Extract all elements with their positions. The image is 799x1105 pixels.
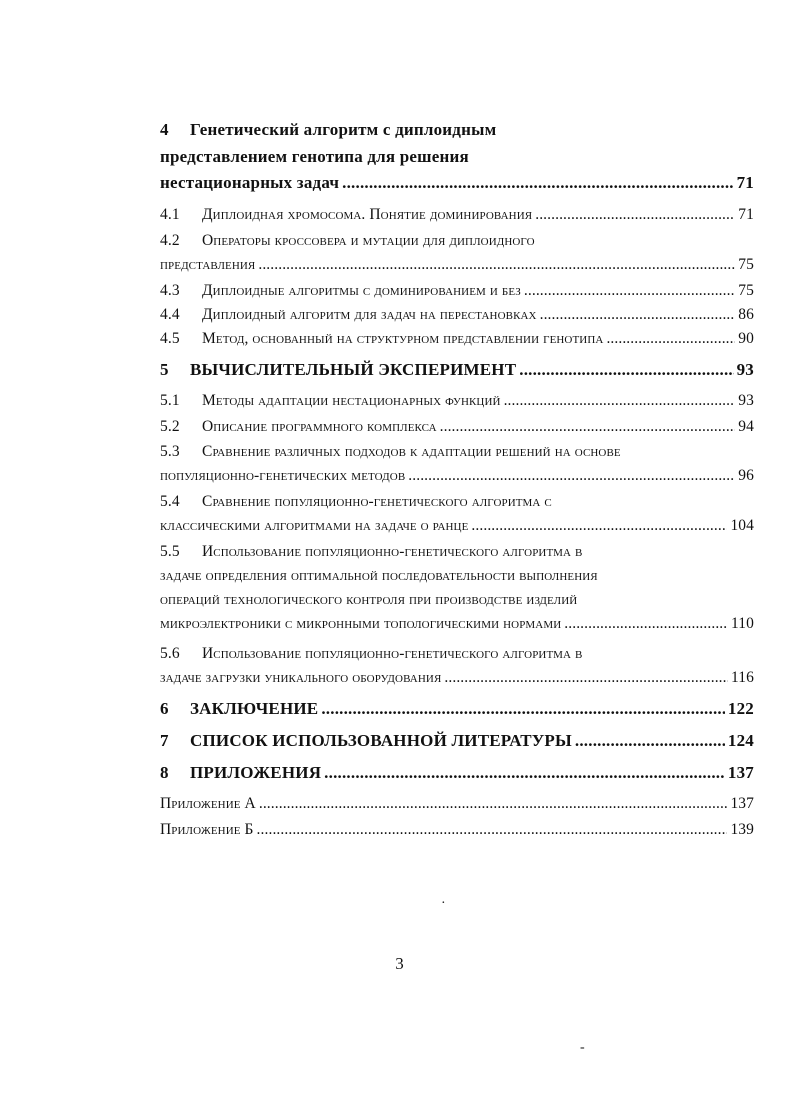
toc-page-number: 86: [738, 306, 754, 323]
toc-title: Приложение А: [160, 795, 256, 812]
toc-number: 6: [160, 699, 169, 718]
toc-title: классическими алгоритмами на задаче о ранце: [160, 517, 469, 534]
toc-title: Сравнение популяционно-генетического алгоритма с: [202, 493, 552, 510]
toc-title: популяционно-генетических методов: [160, 467, 406, 484]
dot-leader: [606, 330, 735, 348]
toc-page-number: 110: [731, 615, 754, 632]
toc-page-number: 139: [730, 821, 754, 838]
toc-page-number: 75: [738, 282, 754, 299]
toc-title: Операторы кроссовера и мутации для диплоидного: [202, 232, 535, 249]
toc-page-number: 116: [731, 669, 754, 686]
toc-page-number: 93: [736, 360, 754, 379]
toc-entry-5-1[interactable]: [160, 392, 754, 418]
toc-title: Использование популяционно-генетического алгоритма в: [202, 543, 583, 560]
toc-title: ВЫЧИСЛИТЕЛЬНЫЙ ЭКСПЕРИМЕНТ: [190, 360, 517, 379]
toc-entry-5-3[interactable]: [160, 443, 754, 493]
dot-leader: [471, 517, 727, 535]
dot-leader: [257, 821, 728, 839]
toc-entry-appendix-b[interactable]: [160, 821, 754, 847]
dot-leader: [524, 282, 735, 300]
toc-title: Диплоидная хромосома. Понятие доминирования: [202, 206, 533, 223]
toc-entry-4-4[interactable]: [160, 306, 754, 330]
toc-page-number: 75: [738, 256, 754, 273]
dot-leader: [321, 699, 725, 719]
toc-title: Диплоидный алгоритм для задач на перестановках: [202, 306, 537, 323]
toc-number: 7: [160, 731, 169, 750]
toc-title: операций технологического контроля при производстве изделий: [160, 591, 578, 608]
toc-entry-5-6[interactable]: [160, 645, 754, 699]
toc-page-number: 94: [738, 418, 754, 435]
toc-page-number: 93: [738, 392, 754, 409]
toc-page-number: 104: [730, 517, 754, 534]
toc-page-number: 137: [727, 763, 754, 782]
scan-speck: ·: [441, 896, 446, 911]
toc-title: Сравнение различных подходов к адаптации решений на основе: [202, 443, 621, 460]
toc-title: представления: [160, 256, 256, 273]
toc-entry-5-2[interactable]: [160, 418, 754, 443]
dot-leader: [259, 795, 728, 813]
toc-number: 4: [160, 120, 169, 139]
toc-title: Метод, основанный на структурном представлении генотипа: [202, 330, 604, 347]
dot-leader: [540, 306, 736, 324]
toc-title: Описание программного комплекса: [202, 418, 437, 435]
toc-entry-4-3[interactable]: [160, 282, 754, 306]
dot-leader: [504, 392, 736, 410]
table-of-contents: [160, 120, 754, 847]
toc-number: 8: [160, 763, 169, 782]
toc-entry-ch5[interactable]: [160, 360, 754, 392]
toc-page-number: 71: [738, 206, 754, 223]
page-number: 3: [395, 954, 404, 973]
toc-page-number: 122: [727, 699, 754, 718]
dot-leader: [519, 360, 733, 380]
toc-page-number: 96: [738, 467, 754, 484]
toc-title: нестационарных задач: [160, 173, 340, 192]
toc-title: СПИСОК ИСПОЛЬЗОВАННОЙ ЛИТЕРАТУРЫ: [190, 731, 572, 750]
toc-entry-5-5[interactable]: [160, 543, 754, 645]
dot-leader: [564, 615, 728, 633]
toc-number: 5.1: [160, 392, 180, 409]
toc-title: Диплоидные алгоритмы с доминированием и без: [202, 282, 521, 299]
dot-leader: [575, 731, 725, 751]
toc-number: 5: [160, 360, 169, 379]
dot-leader: [324, 763, 725, 783]
dot-leader: [258, 256, 735, 274]
dot-leader: [440, 418, 736, 436]
toc-entry-4-5[interactable]: [160, 330, 754, 360]
scan-speck: -: [580, 1040, 585, 1055]
dot-leader: [535, 206, 735, 224]
toc-title: Приложение Б: [160, 821, 254, 838]
dot-leader: [444, 669, 728, 687]
toc-number: 5.6: [160, 645, 180, 662]
toc-number: 5.2: [160, 418, 180, 435]
dot-leader: [408, 467, 735, 485]
toc-page-number: 137: [730, 795, 754, 812]
toc-entry-ch8[interactable]: [160, 763, 754, 795]
toc-number: 4.4: [160, 306, 180, 323]
toc-title: микроэлектроники с микронными топологическими нормами: [160, 615, 562, 632]
toc-number: 4.2: [160, 232, 180, 249]
toc-title: Генетический алгоритм с диплоидным: [190, 120, 497, 139]
toc-title: Использование популяционно-генетического алгоритма в: [202, 645, 583, 662]
toc-number: 5.3: [160, 443, 180, 460]
toc-entry-ch6[interactable]: [160, 699, 754, 731]
toc-entry-4-1[interactable]: [160, 206, 754, 232]
toc-page-number: 124: [727, 731, 754, 750]
toc-number: 5.4: [160, 493, 180, 510]
toc-number: 4.5: [160, 330, 180, 347]
toc-page-number: 90: [738, 330, 754, 347]
toc-entry-ch4[interactable]: [160, 120, 754, 206]
toc-title: Методы адаптации нестационарных функций: [202, 392, 501, 409]
toc-entry-5-4[interactable]: [160, 493, 754, 543]
toc-entry-appendix-a[interactable]: [160, 795, 754, 821]
toc-entry-ch7[interactable]: [160, 731, 754, 763]
toc-title: задаче загрузки уникального оборудования: [160, 669, 442, 686]
toc-number: 5.5: [160, 543, 180, 560]
toc-title: ПРИЛОЖЕНИЯ: [190, 763, 322, 782]
toc-entry-4-2[interactable]: [160, 232, 754, 282]
toc-number: 4.1: [160, 206, 180, 223]
toc-number: 4.3: [160, 282, 180, 299]
toc-page-number: 71: [736, 173, 754, 192]
dot-leader: [342, 173, 733, 193]
toc-title: представлением генотипа для решения: [160, 147, 469, 166]
toc-title: ЗАКЛЮЧЕНИЕ: [190, 699, 319, 718]
toc-title: задаче определения оптимальной последовательности выполнения: [160, 567, 598, 584]
